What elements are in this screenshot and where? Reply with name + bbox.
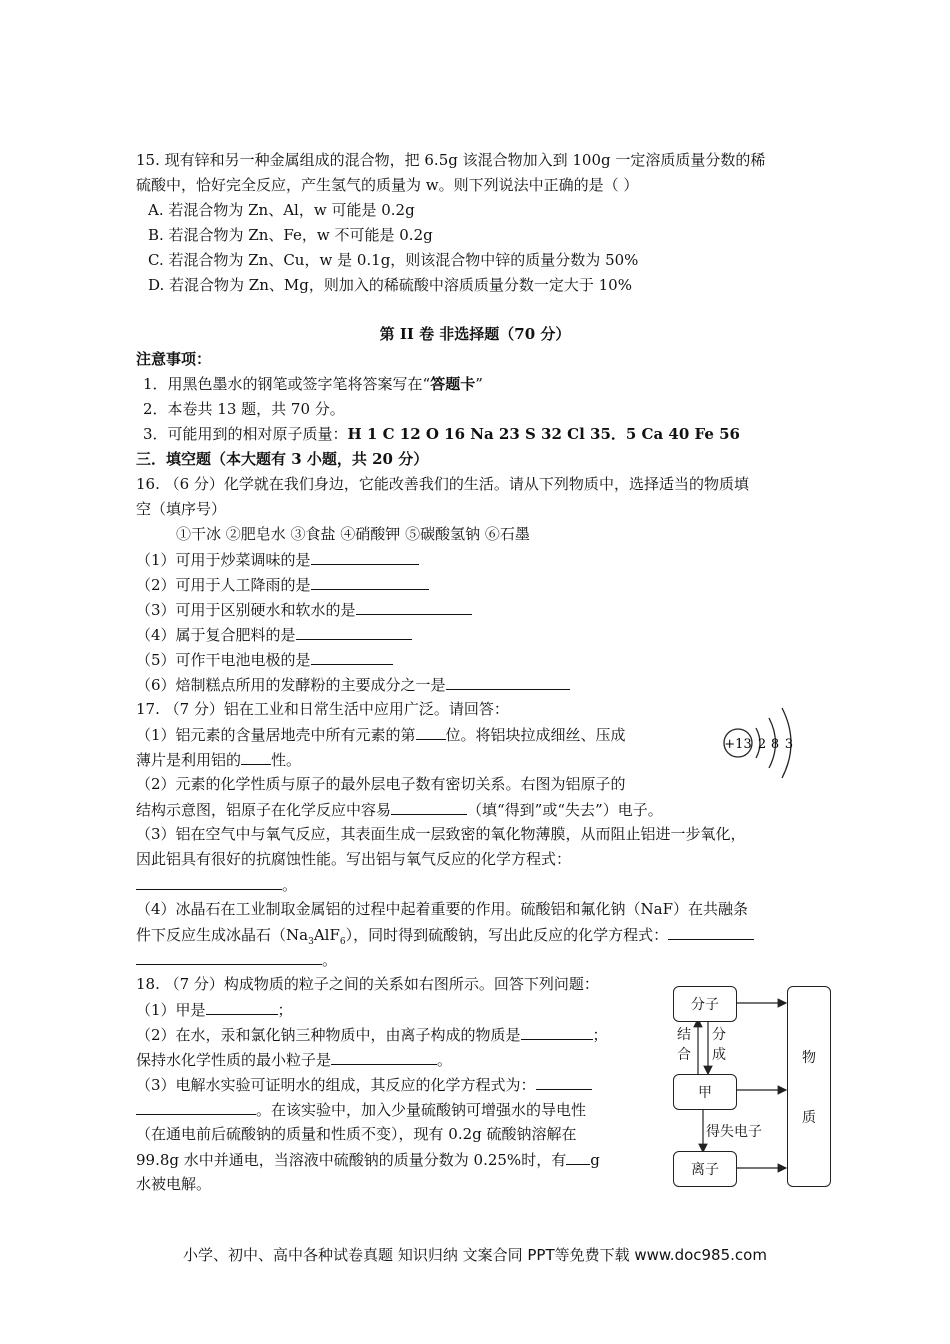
q18-p1 [136, 999, 293, 1020]
answer-blank [521, 1024, 593, 1040]
q18-p3-line3: （在通电前后硫酸钠的质量和性质不变），现有 0.2g 硫酸钠溶解在 [136, 1125, 577, 1143]
q17-p4-end: 。 [322, 951, 338, 969]
ion-box: 离子 [673, 1151, 737, 1187]
substance-box [787, 986, 831, 1187]
q18-p3-unit: g [590, 1151, 600, 1169]
q15-line2: 硫酸中，恰好完全反应，产生氢气的质量为 w。则下列说法中正确的是（ ） [136, 176, 639, 194]
q15-option-b: B. 若混合物为 Zn、Fe，w 不可能是 0.2g [148, 226, 433, 244]
q17-p1-text-4: 性。 [271, 751, 302, 769]
q17-p2-line2 [136, 799, 663, 820]
q17-p3-line2: 因此铝具有很好的抗腐蚀性能。写出铝与氧气反应的化学方程式： [136, 850, 572, 868]
answer-blank [136, 1099, 256, 1115]
notice-label: 注意事项： [136, 350, 212, 368]
q18-p3-text: （3）电解水实验可证明水的组成，其反应的化学方程式为： [136, 1076, 536, 1094]
q17-p1-text-2: 位。将铝块拉成细丝、压成 [445, 726, 626, 744]
substance-char-2: 质 [802, 1109, 816, 1126]
q17-p1-text: （1）铝元素的含量居地壳中所有元素的第 [136, 726, 416, 744]
subscript-6: 6 [339, 937, 346, 947]
substance-char-1: 物 [802, 1049, 816, 1066]
answer-blank [668, 924, 754, 940]
q15-option-c: C. 若混合物为 Zn、Cu，w 是 0.1g，则该混合物中锌的质量分数为 50% [148, 251, 639, 269]
q18-p3-line1 [136, 1074, 592, 1095]
answer-blank [391, 799, 467, 815]
q16-item-1 [136, 549, 419, 570]
q16-item-6 [136, 674, 570, 695]
q16-line1: 16. （6 分）化学就在我们身边，它能改善我们的生活。请从下列物质中，选择适当的物质填 [136, 475, 749, 493]
q16-item-3 [136, 599, 472, 620]
aluminum-atom-diagram [712, 700, 802, 780]
q18-p2-line1 [136, 1024, 608, 1045]
combine-label [675, 1025, 693, 1065]
q18-p3-line5: 水被电解。 [136, 1175, 212, 1193]
q18-p3-text-2: 。在该实验中，加入少量硫酸钠可增强水的导电性 [256, 1101, 587, 1119]
subscript-3: 3 [308, 937, 314, 947]
q17-p2-text-2: （填“得到”或“失去”）电子。 [467, 801, 663, 819]
q17-p4-line3 [136, 949, 337, 970]
answer-blank [206, 999, 278, 1015]
q18-p2-text: （2）在水，汞和氯化钠三种物质中，由离子构成的物质是 [136, 1026, 521, 1044]
combine-char-2: 合 [677, 1047, 691, 1063]
q18-p3-line4 [136, 1149, 600, 1170]
q17-p4-line1: （4）冰晶石在工业制取金属铝的过程中起着重要的作用。硫酸铝和氟化钠（NaF）在共融条 [136, 900, 749, 918]
electron-transfer-label: 得失电子 [706, 1124, 762, 1140]
q15-line1: 15. 现有锌和另一种金属组成的混合物，把 6.5g 该混合物加入到 100g 一定溶质质量分数的稀 [136, 151, 766, 169]
shell-3-count: 3 [784, 737, 794, 752]
q16-item-5 [136, 649, 393, 670]
q17-p4-text: 件下反应生成冰晶石（Na [136, 926, 309, 944]
q17-p3-line1: （3）铝在空气中与氧气反应，其表面生成一层致密的氧化物薄膜，从而阻止铝进一步氧化， [136, 825, 746, 843]
q16-item-3-text: （3）可用于区别硬水和软水的是 [136, 601, 356, 619]
combine-char-1: 结 [677, 1027, 691, 1043]
notice-1-suffix: ” [475, 375, 483, 393]
nucleus-charge: +13 [724, 737, 752, 752]
answer-blank [241, 749, 271, 765]
split-char-2: 成 [712, 1047, 726, 1063]
q15-option-a: A. 若混合物为 Zn、Al，w 可能是 0.2g [148, 201, 415, 219]
part2-title: 第 II 卷 非选择题（70 分） [379, 325, 571, 343]
molecule-box: 分子 [673, 986, 737, 1022]
q18-p3-text-3: 99.8g 水中并通电，当溶液中硫酸钠的质量分数为 0.25%时，有 [136, 1151, 567, 1169]
q16-item-4-text: （4）属于复合肥料的是 [136, 626, 296, 644]
answer-blank [136, 949, 322, 965]
answer-blank [296, 624, 412, 640]
notice-3-text: 3．可能用到的相对原子质量： [143, 425, 348, 443]
notice-1-bold: 答题卡 [430, 375, 476, 393]
section3-title: 三．填空题（本大题有 3 小题，共 20 分） [136, 450, 429, 468]
q16-item-4 [136, 624, 412, 645]
q17-p1-line2 [136, 749, 301, 770]
split-char-1: 分 [712, 1027, 726, 1043]
jia-box: 甲 [673, 1074, 737, 1110]
q17-p2-text: 结构示意图，铝原子在化学反应中容易 [136, 801, 392, 819]
shell-1-count: 2 [757, 737, 767, 752]
q18-p2-text-2: 保持水化学性质的最小粒子是 [136, 1051, 332, 1069]
answer-blank [356, 599, 472, 615]
q17-p4-formula: AlF [313, 926, 340, 944]
q18-p1-end: ； [277, 1001, 293, 1019]
q16-item-5-text: （5）可作干电池电极的是 [136, 651, 311, 669]
answer-blank [331, 1049, 437, 1065]
answer-blank [566, 1149, 590, 1165]
answer-blank [311, 649, 393, 665]
q15-option-d: D. 若混合物为 Zn、Mg，则加入的稀硫酸中溶质质量分数一定大于 10% [148, 276, 632, 294]
answer-blank [311, 549, 419, 565]
q17-p1-text-3: 薄片是利用铝的 [136, 751, 242, 769]
q18-p1-text: （1）甲是 [136, 1001, 206, 1019]
footer-text: 小学、初中、高中各种试卷真题 知识归纳 文案合同 PPT等免费下载 www.doc985.com [183, 1246, 767, 1264]
q16-item-6-text: （6）焙制糕点所用的发酵粉的主要成分之一是 [136, 676, 446, 694]
q16-choices: ①干冰 ②肥皂水 ③食盐 ④硝酸钾 ⑤碳酸氢钠 ⑥石墨 [176, 525, 530, 543]
notice-3 [143, 424, 740, 444]
q17-p4-text-2: ），同时得到硫酸钠，写出此反应的化学方程式： [345, 926, 669, 944]
answer-blank [311, 574, 429, 590]
q17-line1: 17. （7 分）铝在工业和日常生活中应用广泛。请回答： [136, 700, 509, 718]
answer-blank [446, 674, 570, 690]
q16-item-2 [136, 574, 429, 595]
notice-1 [143, 374, 483, 394]
answer-blank [536, 1074, 592, 1090]
q18-p2-end-2: 。 [437, 1051, 453, 1069]
notice-2: 2．本卷共 13 题，共 70 分。 [143, 400, 345, 418]
q18-p3-line2 [136, 1099, 586, 1120]
shell-2-count: 8 [770, 737, 780, 752]
q16-item-2-text: （2）可用于人工降雨的是 [136, 576, 311, 594]
q18-p2-end: ； [592, 1026, 608, 1044]
q17-p2-line1: （2）元素的化学性质与原子的最外层电子数有密切关系。右图为铝原子的 [136, 775, 626, 793]
q18-p2-line2 [136, 1049, 452, 1070]
atomic-masses: H 1 C 12 O 16 Na 23 S 32 Cl 35．5 Ca 40 Fe 56 [347, 425, 740, 443]
q18-line1: 18. （7 分）构成物质的粒子之间的关系如右图所示。回答下列问题： [136, 975, 599, 993]
answer-blank [136, 874, 282, 890]
q17-p3-end: 。 [282, 876, 298, 894]
q17-p3-line3 [136, 874, 297, 895]
answer-blank [416, 724, 446, 740]
q16-line2: 空（填序号） [136, 500, 227, 518]
q17-p4-line2 [136, 924, 754, 952]
notice-1-text: 1．用黑色墨水的钢笔或签字笔将答案写在“ [143, 375, 431, 393]
q17-p1-line1 [136, 724, 626, 745]
q16-item-1-text: （1）可用于炒菜调味的是 [136, 551, 311, 569]
split-label [710, 1025, 728, 1065]
